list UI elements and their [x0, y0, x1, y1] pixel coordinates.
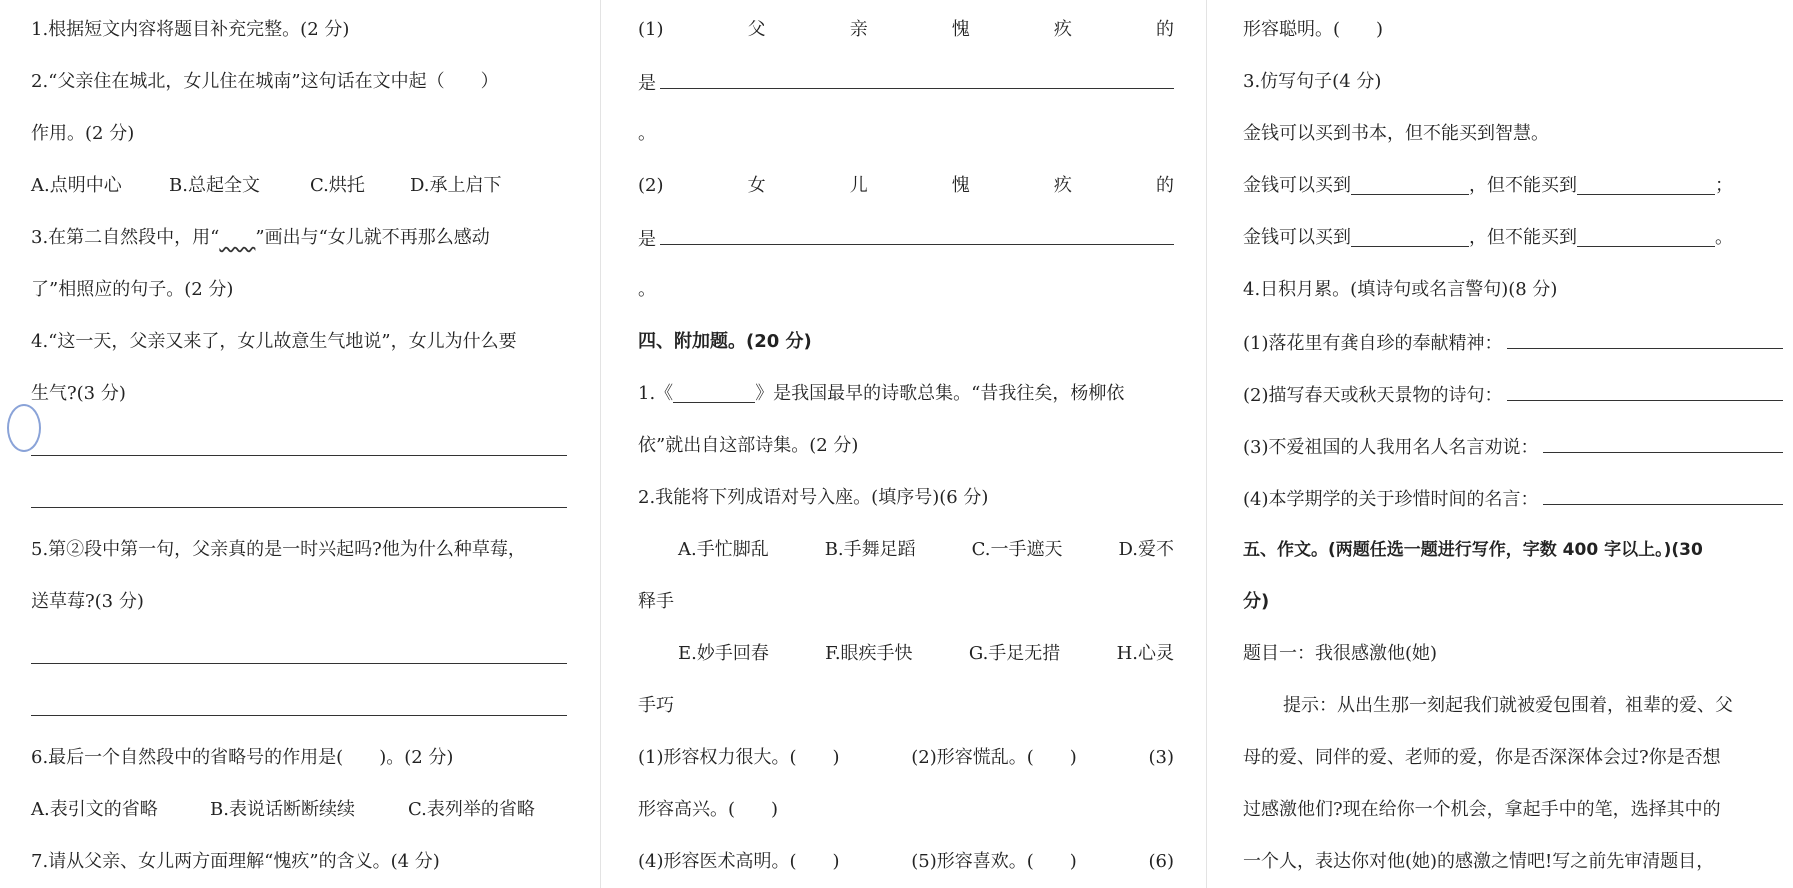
item-label: (2)描写春天或秋天景物的诗句：	[1243, 385, 1503, 406]
sub-question-1-answer	[638, 68, 1174, 96]
column-middle	[638, 0, 1174, 888]
question-4-title: 4.日积月累。(填诗句或名言警句)(8 分)	[1243, 279, 1558, 300]
imitation-b: ，但不能买到	[1469, 175, 1577, 196]
token: (2)	[638, 175, 664, 196]
book-title-blank[interactable]	[673, 382, 755, 403]
page-margin-circle	[7, 404, 41, 452]
wavy-line-mark	[219, 227, 255, 248]
idiom: C.一手遮天	[971, 539, 1063, 560]
answer-blank[interactable]	[1507, 380, 1784, 401]
question-2-line1: 2.“父亲住在城北，女儿住在城南”这句话在文中起（ ）	[31, 71, 499, 92]
question-3-title: 3.仿写句子(4 分)	[1243, 71, 1382, 92]
hint-line-4: 一个人，表达你对他(她)的感激之情吧!写之前先审清题目，	[1243, 851, 1715, 872]
answer-line[interactable]	[31, 715, 567, 716]
item-label: (4)本学期学的关于珍惜时间的名言：	[1243, 489, 1539, 510]
accumulation-item-3	[1243, 432, 1783, 460]
answer-blank[interactable]	[660, 224, 1174, 245]
accumulation-item-2	[1243, 380, 1783, 408]
idiom: A.手忙脚乱	[678, 539, 769, 560]
fill-item: (3)	[1148, 747, 1174, 768]
column-divider-left	[600, 0, 601, 888]
token: 愧	[951, 175, 970, 196]
answer-line[interactable]	[31, 507, 567, 508]
idiom: G.手足无措	[968, 643, 1061, 664]
addon-question-2: 2.我能将下列成语对号入座。(填序号)(6 分)	[638, 487, 989, 508]
token: 的	[1155, 175, 1174, 196]
fill-item: (1)形容权力很大。( )	[638, 747, 840, 768]
idiom: D.爱不	[1118, 539, 1174, 560]
section-5-title-cont: 分)	[1243, 591, 1270, 612]
fill-item: (4)形容医术高明。( )	[638, 851, 840, 872]
column-divider-right	[1206, 0, 1207, 888]
token: 亲	[849, 19, 868, 40]
idioms-row-2	[678, 640, 1174, 668]
fill-row-1-cont: 形容高兴。( )	[638, 799, 779, 820]
topic-1: 题目一：我很感激他(她)	[1243, 643, 1438, 664]
answer-line[interactable]	[31, 455, 567, 456]
column-left	[31, 0, 567, 888]
column-right	[1243, 0, 1783, 888]
question-2-line2: 作用。(2 分)	[31, 123, 135, 144]
hint-line-3: 过感激他们?现在给你一个机会，拿起手中的笔，选择其中的	[1243, 799, 1721, 820]
imitation-blank[interactable]	[1577, 226, 1715, 247]
question-7: 7.请从父亲、女儿两方面理解“愧疚”的含义。(4 分)	[31, 851, 440, 872]
section-5-title: 五、作文。(两题任选一题进行写作，字数 400 字以上。)(30	[1243, 540, 1703, 560]
imitation-end: 。	[1715, 227, 1733, 248]
is-label: 是	[638, 73, 656, 94]
accumulation-item-4	[1243, 484, 1783, 512]
question-2-options	[31, 172, 567, 200]
imitation-blank[interactable]	[1351, 226, 1469, 247]
imitation-line-1	[1243, 172, 1783, 200]
token: 疚	[1053, 19, 1072, 40]
question-6: 6.最后一个自然段中的省略号的作用是( )。(2 分)	[31, 747, 454, 768]
imitation-line-2	[1243, 224, 1783, 252]
idiom: F.眼疾手快	[825, 643, 913, 664]
option-a: A.表引文的省略	[31, 799, 158, 820]
token: 愧	[951, 19, 970, 40]
hint-line-1: 提示：从出生那一刻起我们就被爱包围着，祖辈的爱、父	[1283, 695, 1733, 716]
sub-question-2-answer	[638, 224, 1174, 252]
token: 疚	[1053, 175, 1072, 196]
imitation-blank[interactable]	[1351, 174, 1469, 195]
answer-blank[interactable]	[1543, 484, 1784, 505]
imitation-b: ，但不能买到	[1469, 227, 1577, 248]
addon-q1-post: 》是我国最早的诗歌总集。“昔我往矣，杨柳依	[755, 383, 1125, 404]
question-3-text-a: 3.在第二自然段中，用“	[31, 227, 220, 248]
question-3-line1	[31, 224, 567, 252]
hint-line-2: 母的爱、同伴的爱、老师的爱，你是否深深体会过?你是否想	[1243, 747, 1721, 768]
question-1: 1.根据短文内容将题目补充完整。(2 分)	[31, 19, 350, 40]
question-5-line2: 送草莓?(3 分)	[31, 591, 144, 612]
option-c: C.烘托	[310, 175, 365, 196]
option-b: B.总起全文	[169, 175, 260, 196]
sub-question-2-header	[638, 172, 1174, 200]
question-3-example: 金钱可以买到书本，但不能买到智慧。	[1243, 123, 1549, 144]
imitation-a: 金钱可以买到	[1243, 227, 1351, 248]
fill-item: (6)	[1148, 851, 1174, 872]
answer-blank[interactable]	[1507, 328, 1784, 349]
token: (1)	[638, 19, 664, 40]
period: 。	[638, 123, 656, 144]
section-4-title: 四、附加题。(20 分)	[638, 331, 812, 352]
idiom: E.妙手回春	[678, 643, 769, 664]
token: 的	[1155, 19, 1174, 40]
imitation-end: ；	[1715, 175, 1733, 196]
token: 父	[747, 19, 766, 40]
is-label: 是	[638, 229, 656, 250]
item-label: (3)不爱祖国的人我用名人名言劝说：	[1243, 437, 1539, 458]
answer-blank[interactable]	[660, 68, 1174, 89]
imitation-blank[interactable]	[1577, 174, 1715, 195]
addon-q1-pre: 1.《	[638, 383, 674, 404]
question-4-line1: 4.“这一天，父亲又来了，女儿故意生气地说”，女儿为什么要	[31, 331, 517, 352]
fill-row-2-cont: 形容聪明。( )	[1243, 19, 1384, 40]
fill-item: (2)形容慌乱。( )	[911, 747, 1077, 768]
addon-question-1-line1	[638, 380, 1174, 408]
question-3-line2: 了”相照应的句子。(2 分)	[31, 279, 234, 300]
fill-item: (5)形容喜欢。( )	[911, 851, 1077, 872]
idioms-row-1	[678, 536, 1174, 564]
period: 。	[638, 279, 656, 300]
question-5-line1: 5.第②段中第一句，父亲真的是一时兴起吗?他为什么种草莓，	[31, 539, 526, 560]
idiom: B.手舞足蹈	[824, 539, 916, 560]
answer-blank[interactable]	[1543, 432, 1784, 453]
sub-question-1-header	[638, 16, 1174, 44]
accumulation-item-1	[1243, 328, 1783, 356]
question-3-text-b: ”画出与“女儿就不再那么感动	[255, 227, 490, 248]
imitation-a: 金钱可以买到	[1243, 175, 1351, 196]
idioms-row-1-cont: 释手	[638, 591, 674, 612]
token: 儿	[849, 175, 868, 196]
answer-line[interactable]	[31, 663, 567, 664]
token: 女	[747, 175, 766, 196]
fill-row-2	[638, 848, 1174, 876]
option-c: C.表列举的省略	[408, 799, 535, 820]
question-6-options	[31, 796, 567, 824]
addon-question-1-line2: 依”就出自这部诗集。(2 分)	[638, 435, 859, 456]
option-d: D.承上启下	[410, 175, 502, 196]
fill-row-1	[638, 744, 1174, 772]
item-label: (1)落花里有龚自珍的奉献精神：	[1243, 333, 1503, 354]
question-4-line2: 生气?(3 分)	[31, 383, 126, 404]
idioms-row-2-cont: 手巧	[638, 695, 674, 716]
option-a: A.点明中心	[31, 175, 122, 196]
option-b: B.表说话断断续续	[210, 799, 355, 820]
idiom: H.心灵	[1116, 643, 1174, 664]
